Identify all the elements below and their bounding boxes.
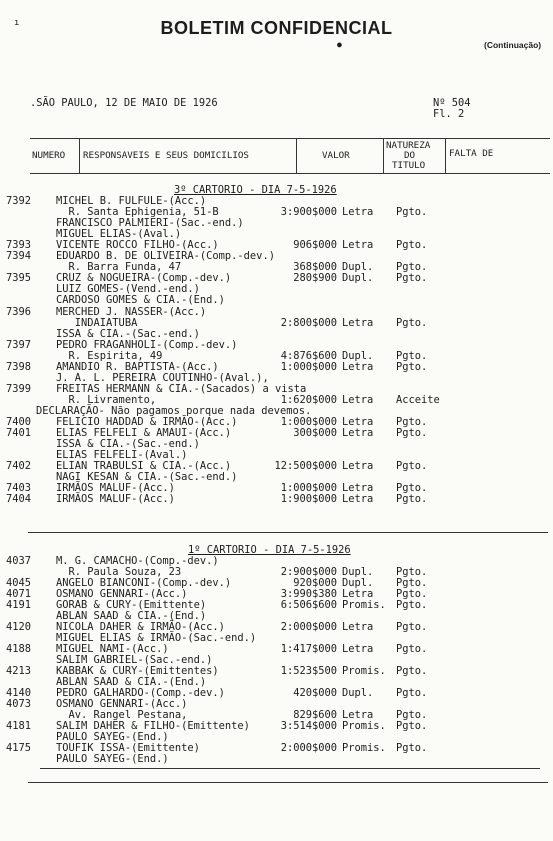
- row-value: 12:500$000: [274, 460, 337, 473]
- row-number: 4140: [6, 687, 32, 699]
- row-number: 7404: [6, 493, 32, 506]
- row-responsible: MIGUEL ELIAS-(Aval.): [56, 228, 182, 241]
- col-header-natureza: NATUREZA: [386, 140, 431, 151]
- table-row: [0, 307, 553, 318]
- row-title-type: Promis.: [342, 720, 386, 732]
- row-responsible: J. A. L. PEREIRA COUTINHO-(Aval.),: [56, 371, 269, 384]
- row-responsible: ABLAN SAAD & CIA.-(End.): [56, 610, 207, 622]
- row-title-type: Promis.: [342, 665, 386, 677]
- row-responsible: CRUZ & NOGUEIRA-(Comp.-dev.): [56, 272, 232, 285]
- row-responsible: SALIM GABRIEL-(Sac.-end.): [56, 654, 213, 666]
- row-responsible: IRMÃOS MALUF-(Acc.): [56, 482, 175, 495]
- row-title-type: Dupl.: [342, 566, 374, 578]
- row-reason: Pgto.: [396, 599, 428, 611]
- row-reason: Pgto.: [396, 742, 428, 754]
- row-reason: Pgto.: [396, 239, 428, 252]
- row-reason: Pgto.: [396, 261, 428, 274]
- row-responsible: ELIAS FELFELI & AMAUI-(Acc.): [56, 427, 232, 440]
- row-value: 1:900$000: [280, 493, 337, 506]
- col-header-responsaveis: RESPONSAVEIS E SEUS DOMICILIOS: [83, 150, 249, 161]
- row-title-type: Letra: [342, 493, 374, 506]
- row-number: 7400: [6, 416, 32, 428]
- row-number: 7395: [6, 272, 32, 285]
- row-reason: Pgto.: [396, 687, 428, 699]
- row-responsible: PEDRO FRAGANHOLI-(Comp.-dev.): [56, 338, 238, 351]
- row-number: 7392: [6, 195, 32, 207]
- row-value: 6:506$600: [280, 599, 337, 611]
- row-title-type: Letra: [342, 427, 374, 440]
- row-value: 1:000$000: [280, 482, 337, 495]
- row-number: 7402: [6, 460, 32, 473]
- row-title-type: Letra: [342, 316, 374, 329]
- row-reason: Pgto.: [396, 349, 428, 362]
- row-responsible: GORAB & CURY-(Emittente): [56, 599, 207, 611]
- row-reason: Pgto.: [396, 566, 428, 578]
- row-responsible: KABBAK & CURY-(Emittentes): [56, 665, 219, 677]
- row-responsible: DECLARAÇÃO- Não pagamos porque nada devemos.: [36, 404, 312, 417]
- row-value: 420$000: [293, 687, 337, 699]
- row-number: 4071: [6, 588, 32, 600]
- row-number: 4045: [6, 577, 32, 589]
- row-responsible: R. Paula Souza, 23: [56, 566, 182, 578]
- row-value: 1:523$500: [280, 665, 337, 677]
- row-value: 280$900: [293, 272, 337, 285]
- row-reason: Pgto.: [396, 272, 428, 285]
- table-row: [0, 754, 553, 765]
- row-title-type: Letra: [342, 621, 374, 633]
- row-responsible: PAULO SAYEG-(End.): [56, 731, 169, 743]
- row-responsible: ISSA & CIA.-(Sac.-end.): [56, 438, 200, 451]
- row-responsible: R. Espirita, 49: [56, 349, 163, 362]
- row-value: 368$000: [293, 261, 337, 274]
- row-title-type: Promis.: [342, 599, 386, 611]
- row-value: 1:000$000: [280, 360, 337, 373]
- row-responsible: M. G. CAMACHO-(Comp.-dev.): [56, 555, 219, 567]
- col-header-natureza-do: DO: [404, 150, 416, 161]
- row-reason: Acceite: [396, 393, 440, 406]
- col-header-natureza-titulo: TITULO: [392, 160, 426, 171]
- row-title-type: Dupl.: [342, 272, 374, 285]
- header-top-rule: [30, 138, 550, 139]
- row-title-type: Letra: [342, 360, 374, 373]
- row-number: 7398: [6, 360, 32, 373]
- row-title-type: Letra: [342, 460, 374, 473]
- row-number: 7394: [6, 250, 32, 263]
- row-number: 7399: [6, 382, 32, 395]
- row-responsible: LUIZ GOMES-(Vend.-end.): [56, 283, 200, 296]
- row-reason: Pgto.: [396, 665, 428, 677]
- row-reason: Pgto.: [396, 709, 428, 721]
- row-value: 4:876$600: [280, 349, 337, 362]
- row-responsible: ANGELO BIANCONI-(Comp.-dev.): [56, 577, 232, 589]
- row-reason: Pgto.: [396, 316, 428, 329]
- row-responsible: ABLAN SAAD & CIA.-(End.): [56, 676, 207, 688]
- section-title-3-cartorio: 3º CARTORIO - DIA 7-5-1926: [174, 184, 337, 196]
- section-title-1-cartorio: 1º CARTORIO - DIA 7-5-1926: [188, 544, 351, 556]
- sheet-number: Fl. 2: [433, 108, 465, 120]
- row-title-type: Letra: [342, 709, 374, 721]
- row-responsible: MIGUEL NAMI-(Acc.): [56, 643, 169, 655]
- row-number: 4181: [6, 720, 32, 732]
- row-number: 4175: [6, 742, 32, 754]
- row-value: 829$600: [293, 709, 337, 721]
- table-row: [0, 295, 553, 306]
- row-number: 4213: [6, 665, 32, 677]
- row-title-type: Letra: [342, 588, 374, 600]
- row-number: 4037: [6, 555, 32, 567]
- row-title-type: Promis.: [342, 742, 386, 754]
- row-responsible: MERCHED J. NASSER-(Acc.): [56, 305, 207, 318]
- row-responsible: R. Barra Funda, 47: [56, 261, 182, 274]
- row-responsible: ISSA & CIA.-(Sac.-end.): [56, 327, 200, 340]
- bottom-rule: [40, 768, 540, 769]
- row-value: 2:800$000: [280, 316, 337, 329]
- table-row: [0, 340, 553, 351]
- row-responsible: ELIAS FELFELI-(Aval.): [56, 449, 188, 462]
- row-number: 7403: [6, 482, 32, 495]
- row-number: 4188: [6, 643, 32, 655]
- row-number: 4120: [6, 621, 32, 633]
- row-value: 2:000$000: [280, 742, 337, 754]
- row-responsible: R. Livramento,: [56, 393, 157, 406]
- row-responsible: AMANDIO R. BAPTISTA-(Acc.): [56, 360, 219, 373]
- row-responsible: FRANCISCO PALMIERI-(Sac.-end.): [56, 217, 244, 230]
- row-number: 7393: [6, 239, 32, 252]
- table-row: [0, 329, 553, 340]
- row-responsible: R. Santa Ephigenia, 51-B: [56, 206, 219, 219]
- row-number: 7396: [6, 305, 32, 318]
- row-reason: Pgto.: [396, 482, 428, 495]
- row-responsible: MICHEL B. FULFULE-(Acc.): [56, 195, 207, 207]
- row-reason: Pgto.: [396, 643, 428, 655]
- row-responsible: EDUARDO B. DE OLIVEIRA-(Comp.-dev.): [56, 250, 275, 263]
- header-bottom-rule: [30, 173, 550, 174]
- row-responsible: NICOLA DAHER & IRMÃO-(Acc.): [56, 621, 225, 633]
- row-value: 2:000$000: [280, 621, 337, 633]
- row-reason: Pgto.: [396, 360, 428, 373]
- row-reason: Pgto.: [396, 427, 428, 440]
- row-reason: Pgto.: [396, 588, 428, 600]
- row-title-type: Letra: [342, 393, 374, 406]
- row-number: 4191: [6, 599, 32, 611]
- bulletin-number: Nº 504: [433, 97, 471, 109]
- row-value: 1:000$000: [280, 416, 337, 428]
- col-divider: [445, 138, 446, 173]
- row-value: 3:990$380: [280, 588, 337, 600]
- col-divider: [79, 138, 80, 173]
- row-title-type: Letra: [342, 416, 374, 428]
- row-value: 1:417$000: [280, 643, 337, 655]
- row-title-type: Dupl.: [342, 349, 374, 362]
- row-responsible: FELICIO HADDAD & IRMÃO-(Acc.): [56, 416, 238, 428]
- row-value: 906$000: [293, 239, 337, 252]
- row-responsible: FREITAS HERMANN & CIA.-(Sacados) a vista: [56, 382, 307, 395]
- row-responsible: ELIAN TRABULSI & CIA.-(Acc.): [56, 460, 232, 473]
- row-value: 2:900$000: [280, 566, 337, 578]
- row-responsible: NAGI KESAN & CIA.-(Sac.-end.): [56, 471, 238, 484]
- row-responsible: VICENTE ROCCO FILHO-(Acc.): [56, 239, 219, 252]
- row-responsible: SALIM DAHER & FILHO-(Emittente): [56, 720, 250, 732]
- row-reason: Pgto.: [396, 493, 428, 506]
- document-title: BOLETIM CONFIDENCIAL: [160, 18, 393, 38]
- row-responsible: IRMÃOS MALUF-(Acc.): [56, 493, 175, 506]
- row-value: 920$000: [293, 577, 337, 589]
- row-title-type: Letra: [342, 206, 374, 219]
- row-responsible: TOUFIK ISSA-(Emittente): [56, 742, 200, 754]
- row-responsible: PEDRO GALHARDO-(Comp.-dev.): [56, 687, 225, 699]
- row-responsible: PAULO SAYEG-(End.): [56, 753, 169, 765]
- row-reason: Pgto.: [396, 416, 428, 428]
- row-responsible: MIGUEL ELIAS & IRMÃO-(Sac.-end.): [56, 632, 257, 644]
- row-value: 1:620$000: [280, 393, 337, 406]
- row-responsible: CARDOSO GOMES & CIA.-(End.): [56, 294, 225, 307]
- margin-tick: ı: [14, 18, 20, 28]
- row-title-type: Dupl.: [342, 261, 374, 274]
- col-header-numero: NUMERO: [32, 150, 66, 161]
- row-number: 7397: [6, 338, 32, 351]
- row-reason: Pgto.: [396, 577, 428, 589]
- row-responsible: OSMANO GENNARI-(Acc.): [56, 588, 188, 600]
- continuation-label: (Continuação): [484, 40, 542, 50]
- row-responsible: INDAIATUBA: [56, 316, 138, 329]
- row-responsible: OSMANO GENNARI-(Acc.): [56, 698, 188, 710]
- row-responsible: Av. Rangel Pestana,: [56, 709, 188, 721]
- table-row: [0, 318, 553, 329]
- row-value: 3:514$000: [280, 720, 337, 732]
- row-number: 7401: [6, 427, 32, 440]
- table-row: [0, 494, 553, 505]
- row-title-type: Dupl.: [342, 577, 374, 589]
- ink-dot: ●: [337, 40, 342, 49]
- col-header-falta: FALTA DE: [449, 148, 494, 159]
- col-divider: [383, 138, 384, 173]
- row-value: 300$000: [293, 427, 337, 440]
- row-title-type: Letra: [342, 239, 374, 252]
- col-divider: [296, 138, 297, 173]
- row-title-type: Letra: [342, 643, 374, 655]
- row-reason: Pgto.: [396, 621, 428, 633]
- row-reason: Pgto.: [396, 720, 428, 732]
- row-title-type: Letra: [342, 482, 374, 495]
- row-number: 4073: [6, 698, 32, 710]
- row-reason: Pgto.: [396, 460, 428, 473]
- section-separator: [28, 532, 548, 533]
- bottom-rule: [28, 782, 548, 783]
- row-title-type: Dupl.: [342, 687, 374, 699]
- row-value: 3:900$000: [280, 206, 337, 219]
- place-date: .SÃO PAULO, 12 DE MAIO DE 1926: [30, 97, 218, 109]
- col-header-valor: VALOR: [322, 150, 350, 161]
- row-reason: Pgto.: [396, 206, 428, 219]
